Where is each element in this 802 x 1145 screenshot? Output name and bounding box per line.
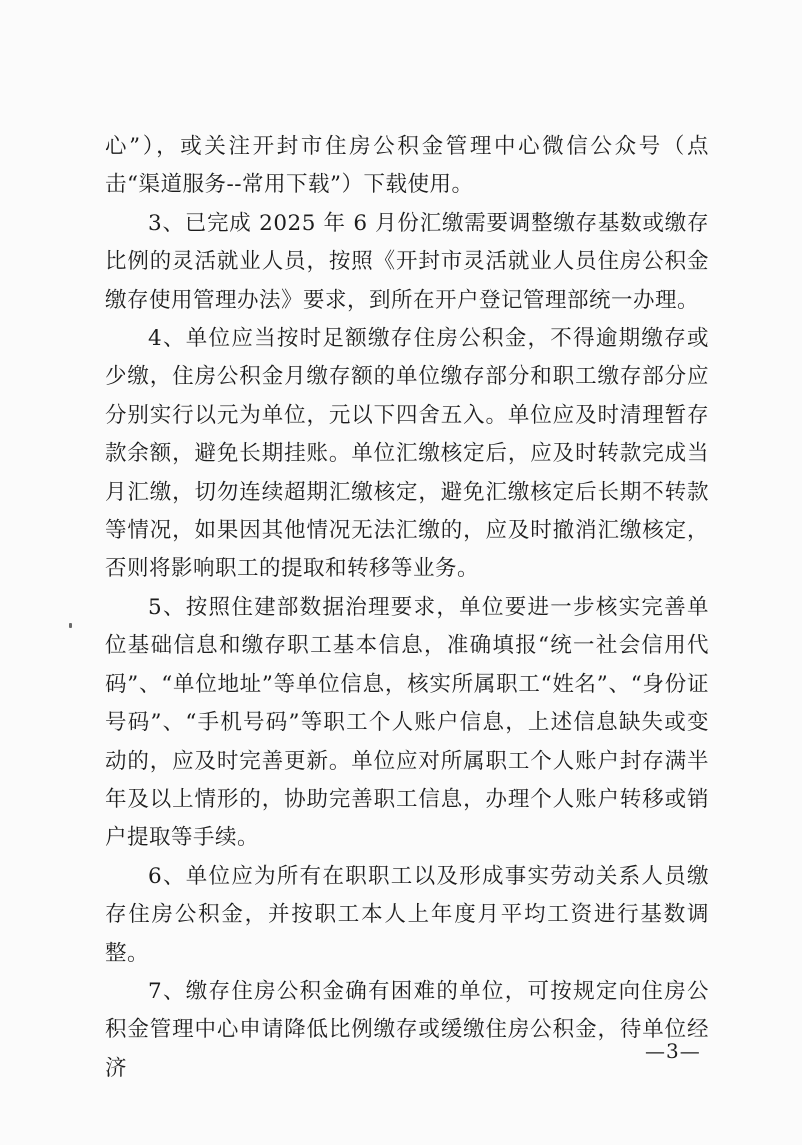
- paragraph-item-3: 3、已完成 2025 年 6 月份汇缴需要调整缴存基数或缴存比例的灵活就业人员，按照《开封市灵活就业人员住房公积金缴存使用管理办法》要求，到所在开户登记管理部统一办理。: [105, 210, 709, 313]
- document-body: [105, 128, 709, 1088]
- paragraph-continuation: 心”），或关注开封市住房公积金管理中心微信公众号（点击“渠道服务--常用下载”）下载使用。: [105, 134, 709, 198]
- paragraph-item-5: 5、按照住建部数据治理要求，单位要进一步核实完善单位基础信息和缴存职工基本信息，准确填报“统一社会信用代码”、“单位地址”等单位信息，核实所属职工“姓名”、“身份证号码”、“手机号码”等职工个人账户信息，上述信息缺失或变动的，应及时完善更新。单位应对所属职工个人账户封存满半年及以上情形的，协助完善职工信息，办理个人账户转移或销户提取等手续。: [105, 594, 709, 851]
- page-number: —3—: [645, 1039, 701, 1063]
- paragraph-item-4: 4、单位应当按时足额缴存住房公积金，不得逾期缴存或少缴，住房公积金月缴存额的单位缴存部分和职工缴存部分应分别实行以元为单位，元以下四舍五入。单位应及时清理暂存款余额，避免长期挂账。单位汇缴核定后，应及时转款完成当月汇缴，切勿连续超期汇缴核定，避免汇缴核定后长期不转款等情况，如果因其他情况无法汇缴的，应及时撤消汇缴核定，否则将影响职工的提取和转移等业务。: [105, 326, 709, 582]
- paragraph-item-6: 6、单位应为所有在职职工以及形成事实劳动关系人员缴存住房公积金，并按职工本人上年度月平均工资进行基数调整。: [105, 863, 709, 966]
- paragraph-item-7: 7、缴存住房公积金确有困难的单位，可按规定向住房公积金管理中心申请降低比例缴存或缓缴住房公积金，待单位经济: [105, 978, 709, 1081]
- scan-speck: [69, 623, 72, 628]
